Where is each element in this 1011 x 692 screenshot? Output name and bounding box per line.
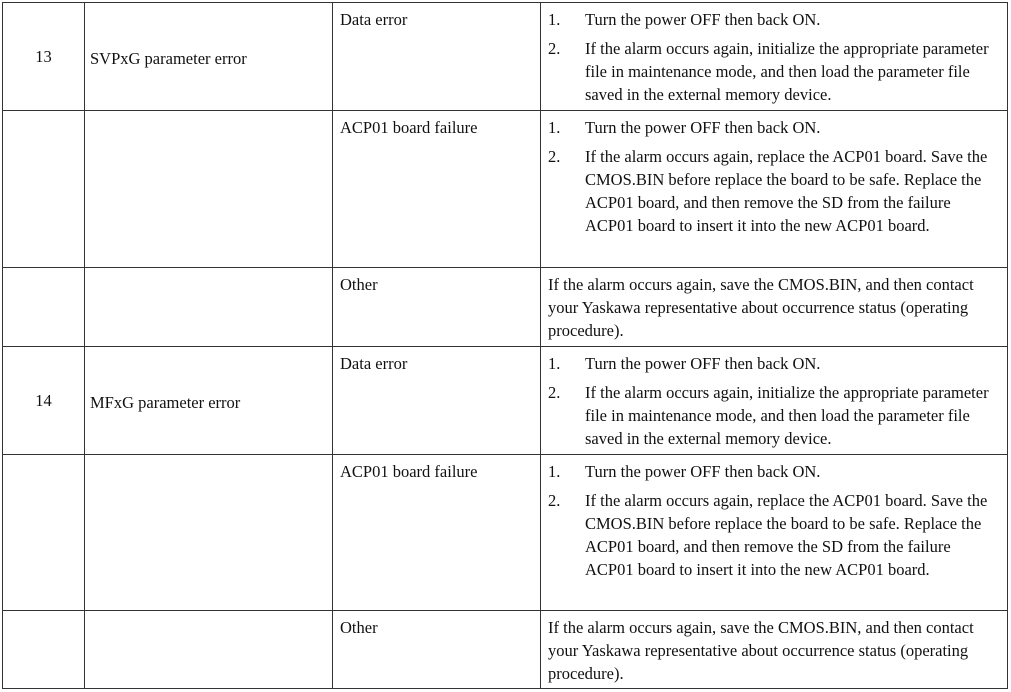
alarm-name-cell: [85, 347, 333, 455]
alarm-table-body: [3, 3, 1008, 689]
remedy-steps: [548, 460, 1001, 581]
table-row: [3, 347, 1008, 455]
alarm-number: 14: [35, 391, 52, 410]
alarm-name-cell: [85, 3, 333, 111]
step-text: If the alarm occurs again, initialize the appropriate parameter file in maintenance mode, and then load the parameter file saved in the external memory device.: [585, 383, 989, 448]
alarm-name-cell: [85, 611, 333, 689]
step-text: Turn the power OFF then back ON.: [585, 10, 821, 29]
step-text: Turn the power OFF then back ON.: [585, 354, 821, 373]
remedy-steps: [548, 352, 1001, 450]
step-number: 2.: [548, 491, 561, 510]
table-row: [3, 3, 1008, 111]
alarm-name-cell: [85, 268, 333, 347]
table-row: [3, 111, 1008, 268]
remedy-step: [548, 145, 1001, 237]
remedy-cell: [541, 3, 1008, 111]
step-number: 2.: [548, 39, 561, 58]
remedy-step: [548, 460, 1001, 483]
cause-cell: [333, 3, 541, 111]
step-number: 2.: [548, 147, 561, 166]
alarm-name-cell: [85, 111, 333, 268]
alarm-number-cell: [3, 455, 85, 611]
remedy-text: If the alarm occurs again, save the CMOS.BIN, and then contact your Yaskawa representative about occurrence status (operating procedure).: [548, 618, 974, 683]
step-text: If the alarm occurs again, initialize the appropriate parameter file in maintenance mode, and then load the parameter file saved in the external memory device.: [585, 39, 989, 104]
cause-text: Data error: [340, 354, 408, 373]
step-text: Turn the power OFF then back ON.: [585, 462, 821, 481]
step-number: 1.: [548, 10, 561, 29]
step-number: 1.: [548, 354, 561, 373]
remedy-steps: [548, 8, 1001, 106]
step-number: 1.: [548, 462, 561, 481]
remedy-step: [548, 489, 1001, 581]
alarm-name-cell: [85, 455, 333, 611]
alarm-number-cell: [3, 111, 85, 268]
remedy-step: [548, 8, 1001, 31]
step-number: 2.: [548, 383, 561, 402]
cause-text: Other: [340, 618, 378, 637]
alarm-number-cell: [3, 268, 85, 347]
step-text: If the alarm occurs again, replace the ACP01 board. Save the CMOS.BIN before replace the board to be safe. Replace the ACP01 board, and then remove the SD from the failure ACP01 board to insert it into the new ACP01 board.: [585, 491, 988, 579]
alarm-name: MFxG parameter error: [90, 392, 241, 412]
remedy-cell: [541, 111, 1008, 268]
remedy-step: [548, 37, 1001, 106]
table-row: [3, 268, 1008, 347]
remedy-step: [548, 381, 1001, 450]
remedy-text: If the alarm occurs again, save the CMOS.BIN, and then contact your Yaskawa representative about occurrence status (operating procedure).: [548, 275, 974, 340]
step-text: If the alarm occurs again, replace the ACP01 board. Save the CMOS.BIN before replace the board to be safe. Replace the ACP01 board, and then remove the SD from the failure ACP01 board to insert it into the new ACP01 board.: [585, 147, 988, 235]
table-row: [3, 611, 1008, 689]
cause-cell: [333, 455, 541, 611]
cause-cell: [333, 111, 541, 268]
alarm-name: SVPxG parameter error: [90, 48, 247, 68]
alarm-number-cell: [3, 3, 85, 111]
remedy-cell: [541, 268, 1008, 347]
alarm-number-cell: [3, 347, 85, 455]
cause-cell: [333, 611, 541, 689]
remedy-step: [548, 116, 1001, 139]
cause-cell: [333, 268, 541, 347]
remedy-cell: [541, 611, 1008, 689]
alarm-number-cell: [3, 611, 85, 689]
step-text: Turn the power OFF then back ON.: [585, 118, 821, 137]
remedy-cell: [541, 347, 1008, 455]
table-row: [3, 455, 1008, 611]
remedy-cell: [541, 455, 1008, 611]
cause-text: Data error: [340, 10, 408, 29]
cause-text: ACP01 board failure: [340, 462, 478, 481]
step-number: 1.: [548, 118, 561, 137]
cause-text: ACP01 board failure: [340, 118, 478, 137]
remedy-steps: [548, 116, 1001, 237]
cause-text: Other: [340, 275, 378, 294]
alarm-remedy-table: [2, 2, 1008, 689]
alarm-number: 13: [35, 47, 52, 66]
cause-cell: [333, 347, 541, 455]
remedy-step: [548, 352, 1001, 375]
